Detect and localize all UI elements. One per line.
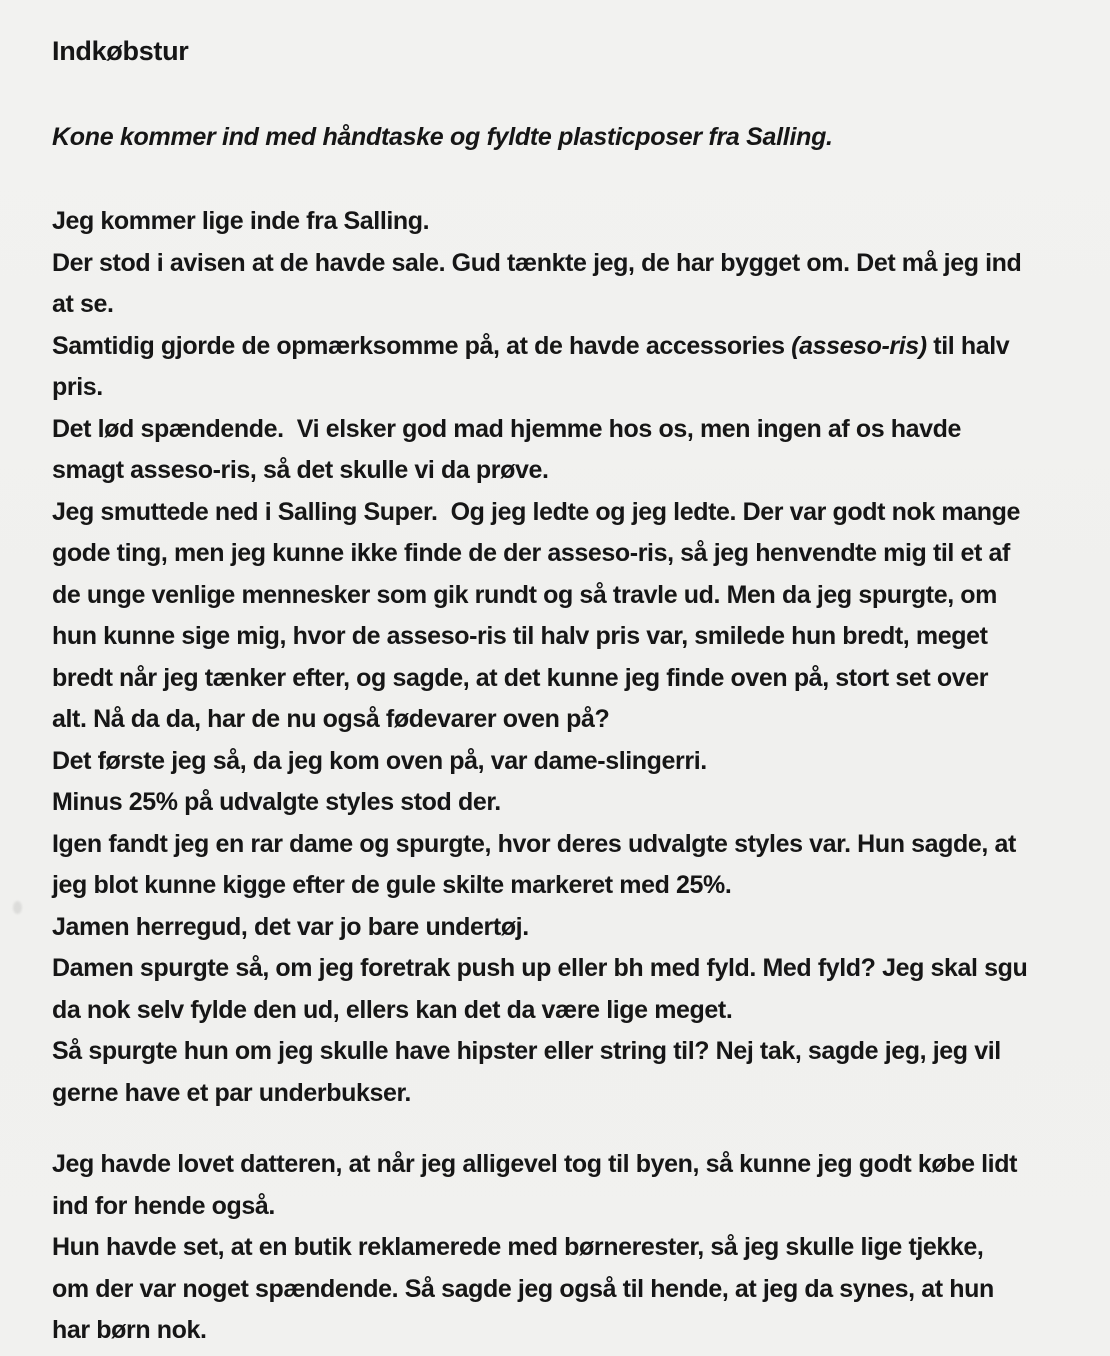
text-line bbox=[52, 782, 1074, 824]
scan-artifact bbox=[13, 901, 22, 914]
text-line bbox=[52, 1073, 1074, 1115]
text-segment: hun kunne sige mig, hvor de asseso-ris til halv pris var, smilede hun bredt, meget bbox=[52, 622, 988, 650]
closing-paragraph bbox=[52, 1144, 1074, 1352]
text-line bbox=[52, 1144, 1074, 1186]
text-line bbox=[52, 616, 1074, 658]
text-line bbox=[52, 699, 1074, 741]
text-segment: Samtidig gjorde de opmærksomme på, at de havde accessories bbox=[52, 331, 792, 360]
text-segment: gode ting, men jeg kunne ikke finde de der asseso-ris, så jeg henvendte mig til et af bbox=[52, 539, 1010, 567]
main-paragraphs bbox=[52, 201, 1074, 1114]
text-line bbox=[52, 1031, 1074, 1073]
text-segment: Jeg kommer lige inde fra Salling. bbox=[52, 207, 430, 235]
text-line bbox=[52, 243, 1074, 285]
text-segment: pris. bbox=[52, 373, 103, 401]
text-line bbox=[52, 824, 1074, 866]
text-segment: bredt når jeg tænker efter, og sagde, at det kunne jeg finde oven på, stort set over bbox=[52, 663, 989, 692]
text-line bbox=[52, 284, 1074, 326]
text-line bbox=[52, 326, 1074, 368]
text-line bbox=[52, 1269, 1074, 1311]
text-line bbox=[52, 492, 1074, 534]
text-line bbox=[52, 409, 1074, 451]
text-segment: da nok selv fylde den ud, ellers kan det da være lige meget. bbox=[52, 995, 733, 1024]
text-line bbox=[52, 1310, 1074, 1352]
text-segment: jeg blot kunne kigge efter de gule skilte markeret med 25%. bbox=[52, 871, 732, 899]
text-segment: Hun havde set, at en butik reklamerede med børnerester, så jeg skulle lige tjekke, bbox=[52, 1233, 984, 1261]
text-line bbox=[52, 658, 1074, 700]
text-segment: Det lød spændende. Vi elsker god mad hjemme hos os, men ingen af os havde bbox=[52, 414, 962, 443]
text-line bbox=[52, 367, 1074, 409]
text-segment: om der var noget spændende. Så sagde jeg også til hende, at jeg da synes, at hun bbox=[52, 1274, 994, 1303]
text-segment: smagt asseso-ris, så det skulle vi da prøve. bbox=[52, 456, 549, 484]
text-segment: Jamen herregud, det var jo bare undertøj. bbox=[52, 912, 529, 941]
text-segment: Det første jeg så, da jeg kom oven på, var dame-slingerri. bbox=[52, 746, 707, 775]
text-line bbox=[52, 865, 1074, 907]
text-segment: gerne have et par underbukser. bbox=[52, 1078, 411, 1107]
text-line bbox=[52, 1227, 1074, 1269]
text-line bbox=[52, 990, 1074, 1032]
text-segment: Jeg havde lovet datteren, at når jeg alligevel tog til byen, så kunne jeg godt købe lidt bbox=[52, 1150, 1018, 1178]
text-segment: de unge venlige mennesker som gik rundt og så travle ud. Men da jeg spurgte, om bbox=[52, 580, 997, 609]
text-segment: Så spurgte hun om jeg skulle have hipster eller string til? Nej tak, sagde jeg, jeg vil bbox=[52, 1037, 1001, 1065]
text-line bbox=[52, 1186, 1074, 1228]
text-line bbox=[52, 450, 1074, 492]
text-segment: (asseso-ris) bbox=[791, 331, 927, 360]
text-line bbox=[52, 948, 1074, 990]
text-line bbox=[52, 533, 1074, 575]
text-segment: Minus 25% på udvalgte styles stod der. bbox=[52, 788, 501, 816]
document-title: Indkøbstur bbox=[52, 36, 189, 66]
text-segment: Jeg smuttede ned i Salling Super. Og jeg ledte og jeg ledte. Der var godt nok mange bbox=[52, 497, 1020, 526]
text-segment: har børn nok. bbox=[52, 1316, 207, 1344]
text-line bbox=[52, 201, 1074, 243]
stage-direction: Kone kommer ind med håndtaske og fyldte plasticposer fra Salling. bbox=[52, 123, 833, 151]
text-segment: Igen fandt jeg en rar dame og spurgte, hvor deres udvalgte styles var. Hun sagde, at bbox=[52, 829, 1016, 858]
text-segment: Damen spurgte så, om jeg foretrak push up eller bh med fyld. Med fyld? Jeg skal sgu bbox=[52, 954, 1028, 982]
text-segment: til halv bbox=[926, 331, 1010, 360]
text-segment: ind for hende også. bbox=[52, 1191, 275, 1220]
text-line bbox=[52, 575, 1074, 617]
text-line bbox=[52, 907, 1074, 949]
text-segment: Der stod i avisen at de havde sale. Gud tænkte jeg, de har bygget om. Det må jeg ind bbox=[52, 248, 1022, 277]
text-line bbox=[52, 741, 1074, 783]
text-segment: alt. Nå da da, har de nu også fødevarer oven på? bbox=[52, 705, 610, 733]
text-segment: at se. bbox=[52, 290, 114, 318]
